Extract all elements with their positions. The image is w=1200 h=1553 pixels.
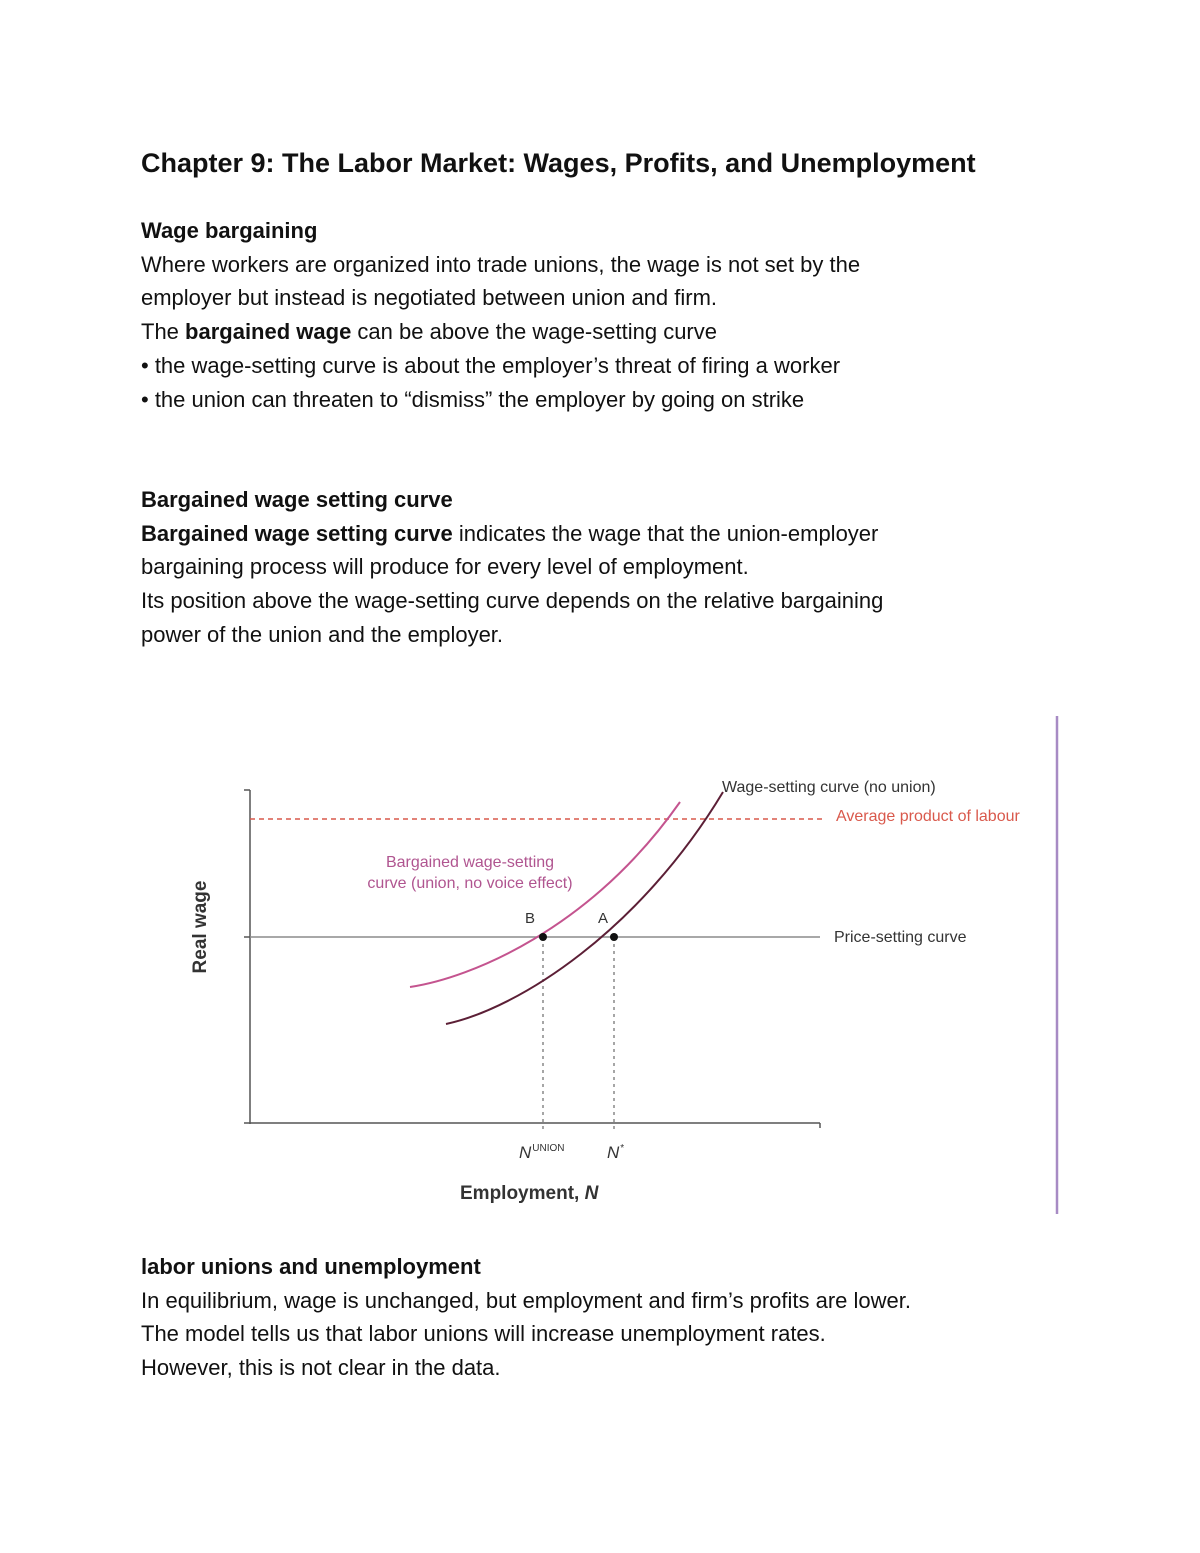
section-heading: Wage bargaining (141, 218, 318, 243)
text-run: The (141, 319, 186, 345)
tick-label-n-star-main: N (607, 1143, 620, 1162)
point-b-label: B (525, 910, 536, 927)
bargained-curve-label: Bargained wage-setting (385, 854, 555, 871)
paragraph-line: bargaining process will produce for every level of employment. (141, 554, 749, 580)
point-b-marker (539, 933, 547, 941)
bargained-curve-label: curve (union, no voice effect) (367, 875, 573, 892)
wage-setting-curve-label: Wage-setting curve (no union) (722, 779, 936, 796)
bargained-wage-setting-curve (410, 802, 680, 987)
bold-term: Bargained wage setting curve (141, 520, 453, 546)
paragraph-line: The model tells us that labor unions will increase unemployment rates. (141, 1321, 826, 1347)
paragraph-line (141, 315, 1101, 349)
paragraph-line: Where workers are organized into trade unions, the wage is not set by the (141, 251, 861, 277)
tick-label-n-union-main: N (519, 1143, 532, 1162)
page-title: Chapter 9: The Labor Market: Wages, Profits, and Unemployment (141, 148, 976, 178)
paragraph-line: However, this is not clear in the data. (141, 1355, 501, 1381)
labor-market-diagram (170, 700, 1070, 1230)
tick-label-n-union (519, 1143, 565, 1162)
x-axis-label-text: Employment, (460, 1183, 585, 1204)
paragraph-line: employer but instead is negotiated between union and firm. (141, 285, 718, 311)
wage-setting-curve (446, 792, 723, 1024)
text-run: indicates the wage that the union-employer (452, 520, 879, 546)
diagram-canvas (170, 700, 1070, 1230)
x-axis-label (460, 1183, 600, 1204)
text-run: can be above the wage-setting curve (351, 319, 717, 345)
paragraph-line (141, 517, 1101, 551)
section-heading: labor unions and unemployment (141, 1254, 481, 1279)
point-a-marker (610, 933, 618, 941)
paragraph-line: Its position above the wage-setting curve depends on the relative bargaining (141, 588, 884, 614)
bold-term: bargained wage (185, 319, 352, 345)
section-unions-and-unemployment (141, 1250, 1101, 1385)
x-axis-label-variable: N (584, 1183, 599, 1204)
bullet-item: • the union can threaten to “dismiss” the employer by going on strike (141, 386, 805, 412)
section-bargained-wage-setting-curve (141, 483, 1101, 652)
bullet-item: • the wage-setting curve is about the employer’s threat of firing a worker (141, 352, 841, 378)
tick-label-n-star-superscript: * (620, 1143, 625, 1154)
price-setting-curve-label: Price-setting curve (834, 929, 967, 946)
section-wage-bargaining (141, 214, 1101, 416)
tick-label-n-union-superscript: UNION (532, 1143, 565, 1154)
average-product-label: Average product of labour (836, 808, 1020, 825)
tick-label-n-star (607, 1143, 624, 1162)
y-axis-label: Real wage (190, 880, 211, 974)
section-heading: Bargained wage setting curve (141, 487, 453, 512)
point-a-label: A (598, 910, 609, 927)
paragraph-line: power of the union and the employer. (141, 621, 504, 647)
paragraph-line: In equilibrium, wage is unchanged, but employment and firm’s profits are lower. (141, 1287, 911, 1313)
